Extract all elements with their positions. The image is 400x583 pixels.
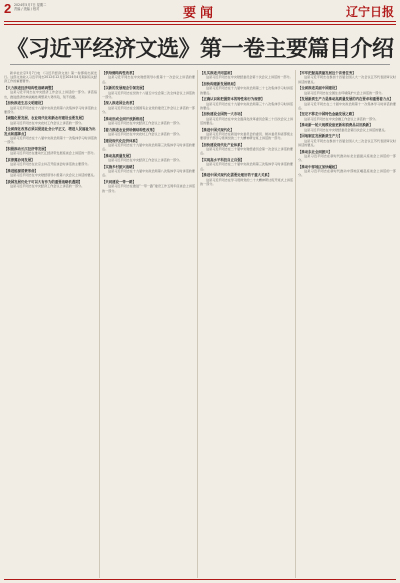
- entry-heading: 【加快建设现代化产业体系】: [200, 142, 245, 147]
- article-entry: [102, 180, 195, 193]
- article-entry: [102, 165, 195, 178]
- entry-heading: 【城镇化要发展，农业现代化和新农村建设也要发展】: [4, 116, 86, 121]
- entry-body: 这是习近平同志在十九届中央政治局第八次集体学习时讲话的要点。: [102, 169, 195, 178]
- article-entry: [200, 158, 293, 171]
- entry-heading: 【推进中国式现代化需要处理好若干重大关系】: [200, 173, 272, 178]
- article-entry: [4, 169, 97, 178]
- entry-heading: 【坚定不移走中国特色金融发展之路】: [298, 112, 356, 117]
- entry-body: 新华社北京5月7日电 《习近平经济文选》第一卷即将出版发行。这部文选收入习近平同志2012年12月至2024年4月期间有关经济工作的重要著作。: [4, 71, 97, 84]
- entry-heading: 【全面推进美丽中国建设】: [298, 86, 339, 91]
- entry-body: 这是习近平同志在十九届中央政治局第二十七次集体学习时讲话的要点。: [200, 86, 293, 95]
- article-entry: [4, 86, 97, 99]
- entry-body: 这是习近平同志在中央经济工作会议上讲话的一部分。: [108, 121, 183, 126]
- entry-body: 这是习近平同志在十九届中央政治局第三十八次集体学习时讲话的要点。: [200, 101, 293, 110]
- entry-heading: 【实现高水平科技自立自强】: [200, 158, 245, 163]
- entry-body: 这是习近平同志在中央经济工作会议上讲话的一部分。讲话指出，推进经济结构战略性调整是大势所趋，刻不容缓。: [4, 90, 97, 99]
- date-text: 2024年5月7日 星期二: [14, 3, 47, 7]
- entry-heading: 【扎实推进共同富裕】: [200, 71, 234, 75]
- entry-body: 这是习近平同志在中央财经委员会第四次会议上讲话的要点。: [304, 127, 388, 132]
- masthead-thin-rule: [4, 24, 396, 25]
- article-entry: [4, 101, 97, 114]
- article-entry: [200, 82, 293, 95]
- entry-body: 这是习近平同志在十九届中央政治局第三次集体学习时讲话的要点。: [102, 143, 195, 152]
- article-entry: [298, 134, 396, 147]
- entry-heading: 【以新的发展理念引领发展】: [102, 86, 147, 91]
- entry-heading: 【全面深化改革必须以促进社会公平正义、增进人民福祉为出发点和落脚点】: [4, 127, 96, 136]
- article-entry: [298, 123, 396, 132]
- section-title: 要闻: [182, 6, 217, 21]
- entry-body: 这是习近平同志在学习贯彻党的二十大精神研讨班开班式上讲话的一部分。: [200, 177, 293, 186]
- entry-body: 这是习近平同志在北京主持召开座谈会时讲话的主要部分。: [10, 162, 91, 167]
- entry-heading: 【加快建设全国统一大市场】: [200, 112, 245, 117]
- article-entry: [298, 165, 396, 178]
- article-column-4: [298, 71, 396, 576]
- article-entry: [298, 71, 396, 84]
- article-entry: [4, 127, 97, 144]
- article-entry: [4, 147, 97, 156]
- entry-body: 这是习近平同志在新时代推动中部地区崛起座谈会上讲话的一部分。: [298, 169, 396, 178]
- entry-heading: 【我国发展仍处于可以大有作为的重要战略机遇期】: [4, 180, 82, 185]
- entry-heading: 【深入推进国企改革】: [102, 101, 136, 106]
- article-entry: [200, 112, 293, 125]
- article-entry: [4, 158, 97, 167]
- entry-body: 这是习近平同志在新进中央委员会的委员、候补委员和省部级主要领导干部学习贯彻党的二十大精神研讨班上讲话的一部分。: [200, 132, 293, 141]
- entry-body: 这是习近平同志在中央农村工作会议上讲话的一部分。: [108, 132, 183, 137]
- entry-heading: 【推进能源消费革命】: [4, 169, 38, 174]
- entry-heading: 【实施乡村振兴战略】: [102, 164, 136, 169]
- entry-body: 这是习近平同志在中央财经委员会第十次会议上讲话的一部分。: [206, 75, 293, 80]
- entry-body: 这是习近平同志在中央经济工作会议上讲话的一部分。: [108, 158, 183, 163]
- entry-heading: 【大力推进经济结构性战略调整】: [4, 86, 55, 90]
- entry-body: 这是习近平同志在党的十八届五中全会第二次全体会议上讲话的一部分。: [102, 90, 195, 99]
- article-entry: [102, 154, 195, 163]
- article-entry: [102, 128, 195, 137]
- entry-body: 这是习近平同志在中央经济工作会议上讲话的一部分。: [10, 184, 85, 189]
- entry-heading: 【正确认识和把握资本的特性和行为规律】: [200, 97, 265, 102]
- entry-body: 这是习近平同志在参加十四届全国人大一次会议江苏代表团审议时讲话的要点。: [298, 75, 396, 84]
- entry-body: 这是习近平同志在中央财经领导小组第十一次会议上讲话的要点。: [102, 75, 195, 84]
- entry-heading: 【推动东北全面振兴】: [298, 149, 332, 154]
- article-entry: [298, 86, 396, 95]
- entry-body: 这是习近平同志在推进“一带一路”建设工作五周年座谈会上讲话的一部分。: [102, 184, 195, 193]
- article-entry: [4, 71, 97, 84]
- article-entry: [200, 143, 293, 156]
- entry-body: 这是习近平同志在中央金融工作会议上讲话的一部分。: [304, 116, 379, 121]
- entry-heading: 【发展新质生产力是推动高质量发展的内在要求和重要着力点】: [298, 97, 393, 102]
- entry-body: 这是习近平同志在十八届中央政治局第六次集体学习时讲话的主要部分。: [4, 105, 97, 114]
- entry-body: 这是习近平同志在中央农村工作会议上讲话的一部分。: [10, 120, 85, 125]
- entry-body: 这是习近平同志在全国生态环境保护大会上讲话的一部分。: [304, 90, 385, 95]
- entry-body: 这是习近平同志在中央全面深化改革委员会第二十四次会议上讲话的要点。: [200, 116, 293, 126]
- editor-text: 责编 / 美编 / 校对: [14, 7, 40, 12]
- article-column-1: [4, 71, 97, 576]
- entry-heading: 【积极推动长江经济带发展】: [4, 147, 49, 152]
- entry-heading: 【共同建设一带一路】: [102, 180, 136, 185]
- article-entry: [298, 112, 396, 121]
- masthead: [0, 0, 400, 22]
- entry-heading: 【推进中国式现代化】: [200, 127, 234, 132]
- date-line: [14, 3, 84, 11]
- entry-body: 这是习近平同志在新时代推动东北全面振兴座谈会上讲话的一部分。: [298, 154, 396, 163]
- entry-body: 这是习近平同志在中央财经领导小组第六次会议上讲话的要点。: [10, 173, 97, 178]
- paper-logo: 辽宁日报: [345, 5, 394, 19]
- entry-body: 这是习近平同志在参加十四届全国人大二次会议江苏代表团审议时讲话的要点。: [298, 138, 396, 148]
- article-entry: [102, 71, 195, 84]
- article-entry: [102, 86, 195, 99]
- masthead-rule: [4, 21, 396, 22]
- headline-rule: [10, 64, 390, 65]
- article-entry: [102, 101, 195, 114]
- article-entry: [200, 71, 293, 80]
- page-number: 2: [4, 1, 12, 16]
- entry-heading: 【建设现代化经济体系】: [102, 138, 140, 143]
- article-entry: [102, 139, 195, 152]
- entry-body: 这是习近平同志在二十届中央政治局第十一次集体学习时讲话的要点。: [298, 101, 396, 110]
- entry-heading: 【着力推进农业供给侧结构性改革】: [102, 127, 157, 132]
- entry-body: 这是习近平同志在二十届中央财经委员会第一次会议上讲话的要点。: [200, 147, 293, 156]
- article-entry: [200, 97, 293, 110]
- entry-heading: 【牢牢把握高质量发展这个首要任务】: [298, 71, 356, 75]
- entry-heading: 【推动新一轮大规模设备更新和消费品以旧换新】: [298, 123, 373, 128]
- entry-heading: 【推动高质量发展】: [102, 153, 133, 158]
- footer-rule: [4, 579, 396, 580]
- entry-heading: 【供给侧结构性改革】: [102, 71, 136, 75]
- article-entry: [102, 117, 195, 126]
- article-entry: [200, 128, 293, 141]
- article-entry: [200, 173, 293, 186]
- article-entry: [298, 97, 396, 110]
- article-entry: [4, 116, 97, 125]
- headline: 《习近平经济文选》第一卷主要篇目介绍: [6, 36, 394, 62]
- entry-heading: 【加快推进生态文明建设】: [4, 101, 45, 106]
- entry-body: 这是习近平同志在二十届中央政治局第三次集体学习时讲话的要点。: [200, 162, 293, 171]
- article-column-2: [102, 71, 195, 576]
- entry-body: 这是习近平同志在推动长江经济带发展座谈会上讲话的一部分。: [10, 151, 97, 156]
- entry-heading: 【加快构建新发展格局】: [200, 82, 238, 86]
- entry-body: 这是习近平同志在全国国有企业党的建设工作会议上讲话的一部分。: [102, 105, 195, 115]
- article-entry: [4, 180, 97, 189]
- article-entry: [298, 150, 396, 163]
- entry-heading: 【推动中部地区加快崛起】: [298, 164, 339, 169]
- entry-heading: 【推动形成全面开放新格局】: [102, 116, 147, 121]
- entry-body: 这是习近平同志在十八届中央政治局第十一次集体学习时讲话的一部分。: [4, 136, 97, 145]
- entry-heading: 【京津冀协同发展】: [4, 158, 35, 163]
- article-column-3: [200, 71, 293, 576]
- entry-heading: 【因地制宜发展新质生产力】: [298, 134, 343, 139]
